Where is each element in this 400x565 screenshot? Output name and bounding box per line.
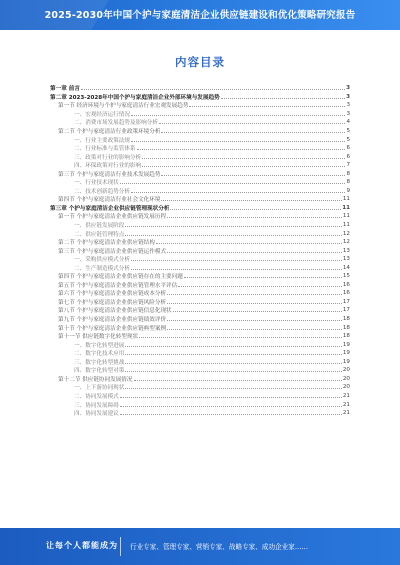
toc-leader-dots [167,293,342,295]
toc-leader-dots [221,97,345,99]
toc-leader-dots [134,379,342,381]
toc-entry[interactable] [50,375,350,384]
toc-leader-dots [159,122,346,124]
toc-entry-page: 18 [342,333,350,340]
toc-entry-label: 第二节 个护与家庭清洁企业供应链结构 [58,240,155,247]
toc-leader-dots [142,157,345,159]
toc-entry-label: 第一章 前言 [50,86,80,93]
toc-entry-label: 一、上下游协同现状 [74,385,125,392]
toc-entry[interactable] [50,161,350,170]
toc-entry-page: 11 [342,196,350,203]
toc-entry[interactable] [50,289,350,298]
toc-entry-page: 20 [342,367,350,374]
toc-entry[interactable] [50,127,350,136]
toc-entry-label: 四、数字化转型对策 [74,368,125,375]
toc-entry-page: 11 [342,213,350,220]
toc-leader-dots [81,88,345,90]
toc-entry[interactable] [50,212,350,221]
toc-leader-dots [125,225,342,227]
toc-entry[interactable] [50,366,350,375]
toc-entry-label: 第二章 2023-2028年中国个护与家庭清洁企业外部环境与发展趋势 [50,94,220,101]
toc-entry[interactable] [50,93,350,102]
toc-entry[interactable] [50,358,350,367]
toc-entry[interactable] [50,187,350,196]
toc-entry-label: 第三节 个护与家庭清洁企业供应链运作模式 [58,248,167,255]
toc-entry[interactable] [50,332,350,341]
toc-entry[interactable] [50,101,350,110]
toc-leader-dots [167,302,342,304]
toc-entry-page: 14 [342,264,350,271]
toc-entry[interactable] [50,204,350,213]
toc-leader-dots [167,328,342,330]
toc-entry-label: 第五节 个护与家庭清洁企业供应链管理水平评估 [58,282,178,289]
toc-entry-label: 第八节 个护与家庭清洁企业供应链信息化现状 [58,308,172,315]
toc-entry[interactable] [50,349,350,358]
toc-entry-page: 16 [342,290,350,297]
toc-leader-dots [120,405,342,407]
toc-entry-label: 第二节 个护与家庭清洁行业政策环境分析 [58,129,161,135]
toc-leader-dots [161,131,345,133]
toc-leader-dots [120,413,342,415]
toc-entry-label: 第一节 经济环境与个护与家庭清洁行业宏观发展趋势 [58,103,189,110]
toc-entry-label: 二、行业标准与监管体系 [74,146,136,153]
toc-entry[interactable] [50,340,350,349]
toc-entry-page: 3 [346,93,350,100]
toc-entry-page: 12 [342,239,350,246]
toc-leader-dots [125,387,342,389]
toc-entry[interactable] [50,152,350,161]
toc-leader-dots [131,114,345,116]
toc-entry-page: 17 [342,298,350,305]
toc-entry[interactable] [50,178,350,187]
toc-leader-dots [131,268,342,270]
toc-leader-dots [170,208,341,210]
toc-entry-page: 21 [342,392,350,399]
toc-leader-dots [173,310,342,312]
footer-slogan: 让每个人都能成为 [46,541,118,550]
toc-leader-dots [161,174,345,176]
toc-leader-dots [137,148,346,150]
toc-entry-page: 6 [346,145,350,152]
toc-entry-page: 8 [346,179,350,186]
toc-entry[interactable] [50,246,350,255]
report-header-banner [0,0,400,30]
toc-entry-page: 13 [342,256,350,263]
toc-entry-page: 11 [342,204,350,211]
toc-entry-label: 二、供应链管理特点 [74,231,125,238]
toc-entry-label: 第三章 个护与家庭清洁企业供应链管理现状分析 [50,205,170,212]
toc-entry-page: 20 [342,384,350,391]
toc-entry[interactable] [50,272,350,281]
toc-leader-dots [161,199,341,201]
table-of-contents [50,84,350,417]
toc-entry[interactable] [50,84,350,93]
toc-leader-dots [120,396,342,398]
toc-entry-label: 一、行业技术现状 [74,180,119,187]
toc-entry[interactable] [50,383,350,392]
toc-entry-label: 第四节 个护与家庭清洁企业供应链存在的主要问题 [58,274,183,281]
toc-entry[interactable] [50,255,350,264]
toc-entry-label: 第七节 个护与家庭清洁企业供应链风险分析 [58,299,167,306]
toc-leader-dots [139,336,342,338]
toc-entry-label: 第十节 个护与家庭清洁企业供应链典型案例 [58,325,167,332]
toc-entry-page: 18 [342,316,350,323]
toc-entry-label: 第一节 个护与家庭清洁企业供应链发展历程 [58,214,167,221]
toc-entry-page: 20 [342,375,350,382]
toc-leader-dots [131,140,345,142]
toc-entry-page: 19 [342,341,350,348]
toc-entry-label: 一、采购供应模式分析 [74,257,130,264]
toc-entry-label: 第十二节 供应链协同发展情况 [58,376,133,383]
toc-entry-page: 21 [342,401,350,408]
toc-entry-page: 3 [346,110,350,117]
toc-entry-label: 第六节 个护与家庭清洁企业供应链成本分析 [58,291,167,298]
toc-entry[interactable] [50,221,350,230]
toc-entry-label: 四、协同发展建议 [74,411,119,418]
toc-entry-label: 三、数字化转型挑战 [74,359,125,366]
toc-leader-dots [189,105,345,107]
toc-entry[interactable] [50,400,350,409]
toc-entry[interactable] [50,281,350,290]
toc-leader-dots [125,353,342,355]
toc-entry[interactable] [50,118,350,127]
toc-entry[interactable] [50,323,350,332]
toc-entry-label: 第四节 个护与家庭清洁行业社会文化环境 [58,197,161,204]
toc-entry-page: 4 [346,119,350,126]
toc-entry-page: 9 [346,187,350,194]
toc-entry[interactable] [50,135,350,144]
toc-leader-dots [178,285,342,287]
toc-entry[interactable] [50,144,350,153]
toc-entry-page: 3 [346,102,350,109]
toc-leader-dots [142,165,345,167]
toc-leader-dots [167,251,342,253]
toc-entry-page: 16 [342,281,350,288]
toc-entry-page: 15 [342,273,350,280]
toc-entry-label: 二、消费市场发展趋势及影响分析 [74,120,158,127]
toc-leader-dots [125,370,342,372]
toc-leader-dots [131,259,342,261]
toc-leader-dots [125,362,342,364]
toc-entry[interactable] [50,315,350,324]
toc-entry-page: 5 [346,128,350,134]
toc-leader-dots [184,276,342,278]
toc-entry[interactable] [50,195,350,204]
toc-entry-label: 三、协同发展障碍 [74,402,119,409]
toc-entry-label: 三、政策对行业的影响分析 [74,154,142,161]
toc-entry-page: 13 [342,247,350,254]
toc-entry[interactable] [50,169,350,178]
footer-divider [120,537,121,556]
toc-entry-page: 19 [342,358,350,365]
toc-entry-label: 一、供应链发展阶段 [74,223,125,230]
toc-leader-dots [131,191,345,193]
toc-leader-dots [156,242,342,244]
footer-banner [0,528,400,565]
toc-entry-label: 二、数字化技术应用 [74,351,125,358]
toc-entry[interactable] [50,298,350,307]
toc-entry-label: 一、行业主要政策法规 [74,137,130,144]
toc-entry-label: 第九节 个护与家庭清洁企业供应链绩效评价 [58,317,167,324]
toc-entry-label: 二、协同发展模式 [74,393,119,400]
toc-leader-dots [125,234,342,236]
toc-heading: 内容目录 [175,55,225,69]
footer-tagline: 行业专家、管理专家、营销专家、战略专家、成功企业家…… [130,543,309,551]
toc-entry-page: 17 [342,307,350,314]
toc-entry-label: 二、技术创新趋势分析 [74,188,130,195]
toc-entry-label: 二、生产制造模式分析 [74,265,130,272]
toc-entry[interactable] [50,229,350,238]
toc-leader-dots [167,319,342,321]
toc-entry-page: 12 [342,230,350,237]
toc-entry[interactable] [50,392,350,401]
toc-leader-dots [120,182,346,184]
toc-entry-label: 第十一节 供应链数字化转型现状 [58,334,139,341]
toc-entry-page: 11 [342,222,350,229]
toc-entry-label: 一、宏观经济运行情况 [74,111,130,118]
toc-entry[interactable] [50,409,350,418]
toc-entry[interactable] [50,238,350,247]
toc-entry-page: 5 [346,136,350,143]
toc-entry[interactable] [50,110,350,119]
toc-entry-page: 8 [346,170,350,177]
toc-entry[interactable] [50,306,350,315]
report-title: 2025-2030年中国个护与家庭清洁企业供应链建设和优化策略研究报告 [44,10,356,21]
toc-entry-page: 6 [346,153,350,160]
toc-entry-label: 四、环保政策对行业的影响 [74,163,142,170]
toc-entry-page: 18 [342,324,350,331]
toc-entry-label: 第三节 个护与家庭清洁行业技术发展趋势 [58,171,161,178]
toc-entry[interactable] [50,263,350,272]
toc-leader-dots [167,216,342,218]
toc-entry-page: 3 [346,85,350,92]
toc-leader-dots [125,345,342,347]
toc-entry-label: 一、数字化转型进展 [74,342,125,349]
toc-entry-page: 7 [346,162,350,169]
toc-entry-page: 19 [342,350,350,357]
toc-entry-page: 21 [342,410,350,417]
